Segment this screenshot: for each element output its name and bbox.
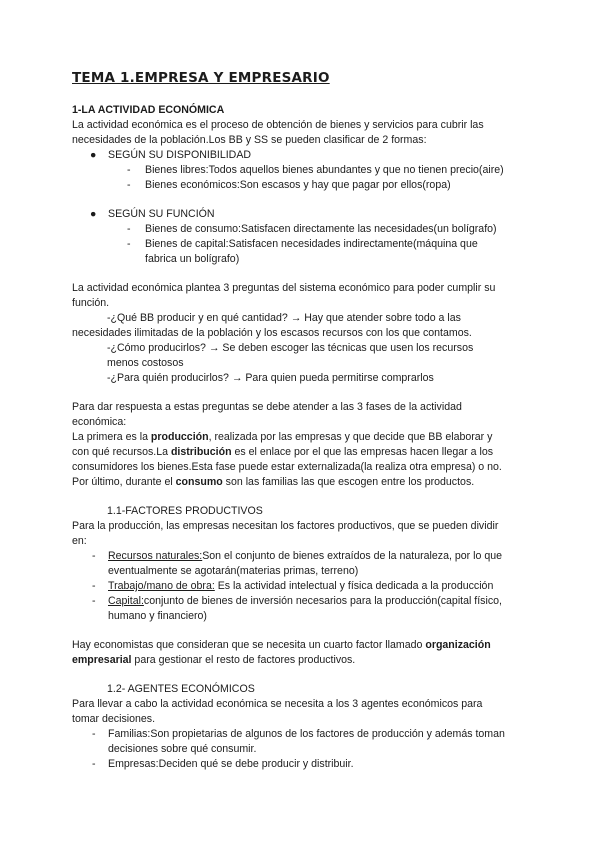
factor-capital: Capital:conjunto de bienes de inversión necesarios para la producción(capital físico, xyxy=(108,595,502,607)
paragraph-line: consumidores los bienes.Esta fase puede estar externalizada(la realiza otra empresa) o no. xyxy=(72,461,502,473)
question-line: necesidades ilimitadas de la población y los escasos recursos con los que contamos. xyxy=(72,327,472,339)
dash-icon: - xyxy=(92,580,96,592)
term-produccion: producción xyxy=(150,431,209,443)
list-item: Bienes libres:Todos aquellos bienes abundantes y que no tienen precio(aire) xyxy=(145,164,504,176)
paragraph-line: tomar decisiones. xyxy=(72,713,156,725)
dash-icon: - xyxy=(127,164,131,176)
term-distribucion: distribución xyxy=(170,446,232,458)
list-item-continuation: humano y financiero) xyxy=(108,610,207,622)
list-item-continuation: decisiones sobre qué consumir. xyxy=(108,743,257,755)
document-title: TEMA 1.EMPRESA Y EMPRESARIO xyxy=(72,70,330,86)
paragraph-line: con qué recursos.La distribución es el enlace por el que las empresas hacen llegar a los xyxy=(72,446,494,458)
list-item-continuation: fabrica un bolígrafo) xyxy=(145,253,240,265)
paragraph-line: Para dar respuesta a estas preguntas se debe atender a las 3 fases de la actividad xyxy=(72,401,462,413)
paragraph-line: en: xyxy=(72,535,87,547)
term-consumo: consumo xyxy=(175,476,223,488)
factor-trabajo: Trabajo/mano de obra: Es la actividad intelectual y física dedicada a la producción xyxy=(108,580,494,592)
section-heading-agentes: 1.2- AGENTES ECONÓMICOS xyxy=(107,683,255,695)
paragraph-line: Por último, durante el consumo son las familias las que escogen entre los productos. xyxy=(72,476,475,488)
paragraph-line: La actividad económica plantea 3 preguntas del sistema económico para poder cumplir su xyxy=(72,282,496,294)
question-line: -¿Para quién producirlos? → Para quien pueda permitirse comprarlos xyxy=(107,372,434,384)
paragraph-line: Para llevar a cabo la actividad económica se necesita a los 3 agentes económicos para xyxy=(72,698,483,710)
list-item: Bienes de capital:Satisfacen necesidades indirectamente(máquina que xyxy=(145,238,478,250)
agent-empresas: Empresas:Deciden qué se debe producir y distribuir. xyxy=(108,758,354,770)
paragraph-line: función. xyxy=(72,297,110,309)
paragraph-line: Para la producción, las empresas necesitan los factores productivos, que se pueden dividir xyxy=(72,520,499,532)
question-line: menos costosos xyxy=(107,357,184,369)
paragraph-line: La actividad económica es el proceso de obtención de bienes y servicios para cubrir las xyxy=(72,119,484,131)
paragraph-line: económica: xyxy=(72,416,127,428)
dash-icon: - xyxy=(127,223,131,235)
dash-icon: - xyxy=(127,179,131,191)
paragraph-line: Hay economistas que consideran que se necesita un cuarto factor llamado organización xyxy=(72,639,491,651)
dash-icon: - xyxy=(127,238,131,250)
bullet-funcion: SEGÚN SU FUNCIÓN xyxy=(108,208,215,220)
dash-icon: - xyxy=(92,728,96,740)
paragraph-line: empresarial para gestionar el resto de factores productivos. xyxy=(72,654,356,666)
list-item-continuation: eventualmente se agotarán(materias primas, terreno) xyxy=(108,565,359,577)
bullet-icon: ● xyxy=(90,149,97,161)
section-heading-factores: 1.1-FACTORES PRODUCTIVOS xyxy=(107,505,263,517)
list-item: Bienes de consumo:Satisfacen directamente las necesidades(un bolígrafo) xyxy=(145,223,497,235)
factor-recursos-naturales: Recursos naturales:Son el conjunto de bienes extraídos de la naturaleza, por lo que xyxy=(108,550,502,562)
dash-icon: - xyxy=(92,595,96,607)
paragraph-line: La primera es la producción, realizada por las empresas y que decide que BB elaborar y xyxy=(72,431,493,443)
paragraph-line: necesidades de la población.Los BB y SS se pueden clasificar de 2 formas: xyxy=(72,134,427,146)
agent-familias: Familias:Son propietarias de algunos de los factores de producción y además toman xyxy=(108,728,505,740)
question-line: -¿Qué BB producir y en qué cantidad? → Hay que atender sobre todo a las xyxy=(107,312,461,324)
dash-icon: - xyxy=(92,550,96,562)
question-line: -¿Cómo producirlos? → Se deben escoger las técnicas que usen los recursos xyxy=(107,342,474,354)
bullet-disponibilidad: SEGÚN SU DISPONIBILIDAD xyxy=(108,149,252,161)
dash-icon: - xyxy=(92,758,96,770)
list-item: Bienes económicos:Son escasos y hay que pagar por ellos(ropa) xyxy=(145,179,451,191)
section-heading-actividad-economica: 1-LA ACTIVIDAD ECONÓMICA xyxy=(72,104,225,116)
bullet-icon: ● xyxy=(90,208,97,220)
